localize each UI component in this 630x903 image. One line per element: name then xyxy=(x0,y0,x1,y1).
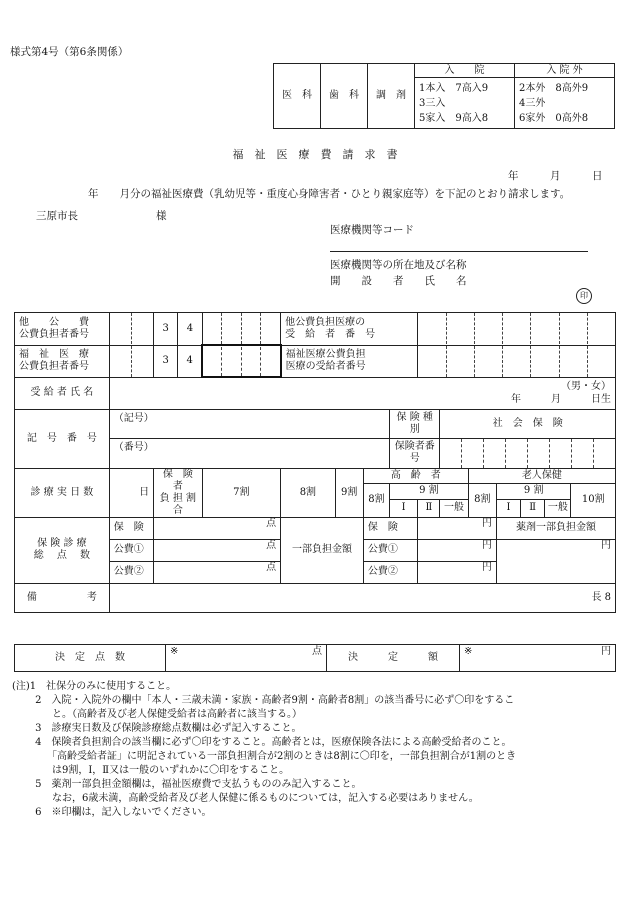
roujin-i-option[interactable]: Ⅰ xyxy=(496,499,520,517)
other-public-digit-4: 4 xyxy=(178,313,202,346)
note-line: と。（高齢者及び老人保健受給者は高齢者に該当する。） xyxy=(12,709,302,720)
other-public-number-input[interactable] xyxy=(202,313,281,346)
elderly-8-option[interactable]: 8割 xyxy=(363,483,389,517)
ratio-7-option[interactable]: 7割 xyxy=(202,468,281,517)
remarks-input[interactable]: 長 8 xyxy=(109,583,615,612)
kouhi1-points-input[interactable]: 点 xyxy=(154,539,281,561)
welfare-recipient-label: 福祉医療公費負担 医療の受給者番号 xyxy=(281,345,418,377)
decided-amount-label: 決 定 額 xyxy=(327,645,460,672)
kouhi1-yen-input[interactable]: 円 xyxy=(418,539,497,561)
insurer-ratio-label: 保 険 者 負 担 割 合 xyxy=(154,468,202,517)
decided-amount-input: ※ 円 xyxy=(460,645,616,672)
hokensha-number-input[interactable] xyxy=(440,438,616,468)
category-box xyxy=(273,63,615,129)
elderly-ii-option[interactable]: Ⅱ xyxy=(418,499,440,517)
hoken-points-label: 保 険 xyxy=(109,517,153,539)
institution-code-label: 医療機関等コード xyxy=(330,224,414,236)
note-line: なお，6歳未満，高齢受給者及び老人保健に係るものについては，記入する必要はありません。 xyxy=(12,793,479,804)
nyuin-options[interactable]: 1本入 7高入9 3三入 5家入 9高入8 xyxy=(415,78,515,129)
kouhi2-points-input[interactable]: 点 xyxy=(154,561,281,583)
note-line: (注)1 社保分のみに使用すること。 xyxy=(12,681,177,692)
institution-address-label: 医療機関等の所在地及び名称 xyxy=(330,259,467,271)
elderly-header: 高 齢 者 xyxy=(363,468,468,483)
hoken-yen-input[interactable]: 円 xyxy=(418,517,497,539)
roujin-8-option[interactable]: 8割 xyxy=(468,483,496,517)
kouhi2-points-label: 公費② xyxy=(109,561,153,583)
sama: 様 xyxy=(156,210,167,222)
ratio-9-option[interactable]: 9割 xyxy=(335,468,363,517)
welfare-public-digit-3: 3 xyxy=(154,345,178,377)
note-line: 2 入院・入院外の欄中「本人・三歳未満・家族・高齢者9割・高齢者8割」の該当番号に必ず〇印をするこ xyxy=(12,695,515,706)
elderly-9-header: 9 割 xyxy=(390,483,469,499)
note-line: は9割，Ⅰ，Ⅱ又は一般のいずれかに〇印をすること。 xyxy=(12,765,290,776)
other-public-digits[interactable] xyxy=(109,313,153,346)
date-line[interactable]: 年 月 日 xyxy=(508,170,603,182)
insurance-points-label: 保 険 診 療 総 点 数 xyxy=(15,517,110,583)
seal-icon: 印 xyxy=(576,288,592,304)
form-number: 様式第4号（第6条関係） xyxy=(10,46,129,58)
birth-date[interactable]: 年 月 日生 xyxy=(511,394,611,405)
other-public-recipient-label: 他公費負担医療の 受 給 者 番 号 xyxy=(281,313,418,346)
hoken-points-input[interactable]: 点 xyxy=(154,517,281,539)
note-line: 6 ※印欄は，記入しないでください。 xyxy=(12,807,212,818)
recipient-name-input[interactable] xyxy=(109,377,615,409)
welfare-public-number-input[interactable] xyxy=(202,345,281,377)
kouhi1-points-label: 公費① xyxy=(109,539,153,561)
treatment-days-label: 診 療 実 日 数 xyxy=(15,468,110,517)
hokensha-number-label: 保険者番号 xyxy=(390,438,440,468)
note-line: 「高齢受給者証」に明記されている一部負担割合が2割のときは8割に〇印を，一部負担割合が1割のとき xyxy=(12,751,517,762)
recipient-name-label: 受 給 者 氏 名 xyxy=(15,377,110,409)
elderly-general-option[interactable]: 一般 xyxy=(440,499,468,517)
shika-cell[interactable]: 歯 科 xyxy=(321,64,368,129)
institution-code-line[interactable] xyxy=(330,251,588,252)
decision-table xyxy=(14,644,616,672)
kouhi2-yen-input[interactable]: 円 xyxy=(418,561,497,583)
note-line: 5 薬剤一部負担金額欄は，福祉医療費で支払うもののみ記入すること。 xyxy=(12,779,362,790)
nyuingai-header: 入 院 外 xyxy=(515,64,615,78)
chozai-cell[interactable]: 調 剤 xyxy=(368,64,415,129)
decided-points-input: ※ 点 xyxy=(166,645,327,672)
roujin-10-option[interactable]: 10割 xyxy=(571,483,616,517)
ratio-8-option[interactable]: 8割 xyxy=(281,468,335,517)
kigou-bangou-label: 記 号 番 号 xyxy=(15,409,110,468)
welfare-public-label: 福 祉 医 療 公費負担者番号 xyxy=(15,345,110,377)
roujin-header: 老人保健 xyxy=(468,468,615,483)
elderly-i-option[interactable]: Ⅰ xyxy=(390,499,418,517)
gender-choice[interactable]: （男・女） xyxy=(561,381,611,392)
nyuin-header: 入 院 xyxy=(415,64,515,78)
main-form-table xyxy=(14,312,616,613)
welfare-public-digits[interactable] xyxy=(109,345,153,377)
welfare-public-digit-4: 4 xyxy=(178,345,202,377)
roujin-9-header: 9 割 xyxy=(496,483,571,499)
remarks-label: 備 考 xyxy=(15,583,110,612)
decided-points-label: 決 定 点 数 xyxy=(15,645,166,672)
treatment-days-input[interactable]: 日 xyxy=(109,468,153,517)
bango-input[interactable]: （番号） xyxy=(109,438,389,468)
other-public-label: 他 公 費 公費負担者番号 xyxy=(15,313,110,346)
drug-copay-label: 薬剤一部負担金額 xyxy=(496,517,615,539)
kouhi1-yen-label: 公費① xyxy=(363,539,417,561)
founder-label: 開 設 者 氏 名 xyxy=(330,275,467,287)
ichibu-amount-label: 一部負担金額 xyxy=(281,517,364,583)
other-public-digit-3: 3 xyxy=(154,313,178,346)
hoken-type-label: 保 険 種 別 xyxy=(390,409,440,438)
note-line: 3 診療実日数及び保険診療総点数欄は必ず記入すること。 xyxy=(12,723,302,734)
welfare-recipient-input[interactable] xyxy=(418,345,616,377)
kigo-input[interactable]: （記号） xyxy=(109,409,389,438)
page-title: 福 祉 医 療 費 請 求 書 xyxy=(232,148,398,161)
other-public-recipient-input[interactable] xyxy=(418,313,616,346)
drug-copay-input[interactable]: 円 xyxy=(496,539,615,583)
hoken-type-value: 社 会 保 険 xyxy=(440,409,616,438)
kouhi2-yen-label: 公費② xyxy=(363,561,417,583)
roujin-general-option[interactable]: 一般 xyxy=(545,499,571,517)
hoken-yen-label: 保 険 xyxy=(363,517,417,539)
ika-cell[interactable]: 医 科 xyxy=(274,64,321,129)
note-line: 4 保険者負担割合の該当欄に必ず〇印をすること。高齢者とは，医療保険各法による高齢受給者のこと。 xyxy=(12,737,512,748)
addressee: 三原市長 xyxy=(36,210,78,222)
roujin-ii-option[interactable]: Ⅱ xyxy=(521,499,545,517)
intro-text: 年 月分の福祉医療費（乳幼児等・重度心身障害者・ひとり親家庭等）を下記のとおり請求します。 xyxy=(88,188,571,200)
nyuingai-options[interactable]: 2本外 8高外9 4三外 6家外 0高外8 xyxy=(515,78,615,129)
